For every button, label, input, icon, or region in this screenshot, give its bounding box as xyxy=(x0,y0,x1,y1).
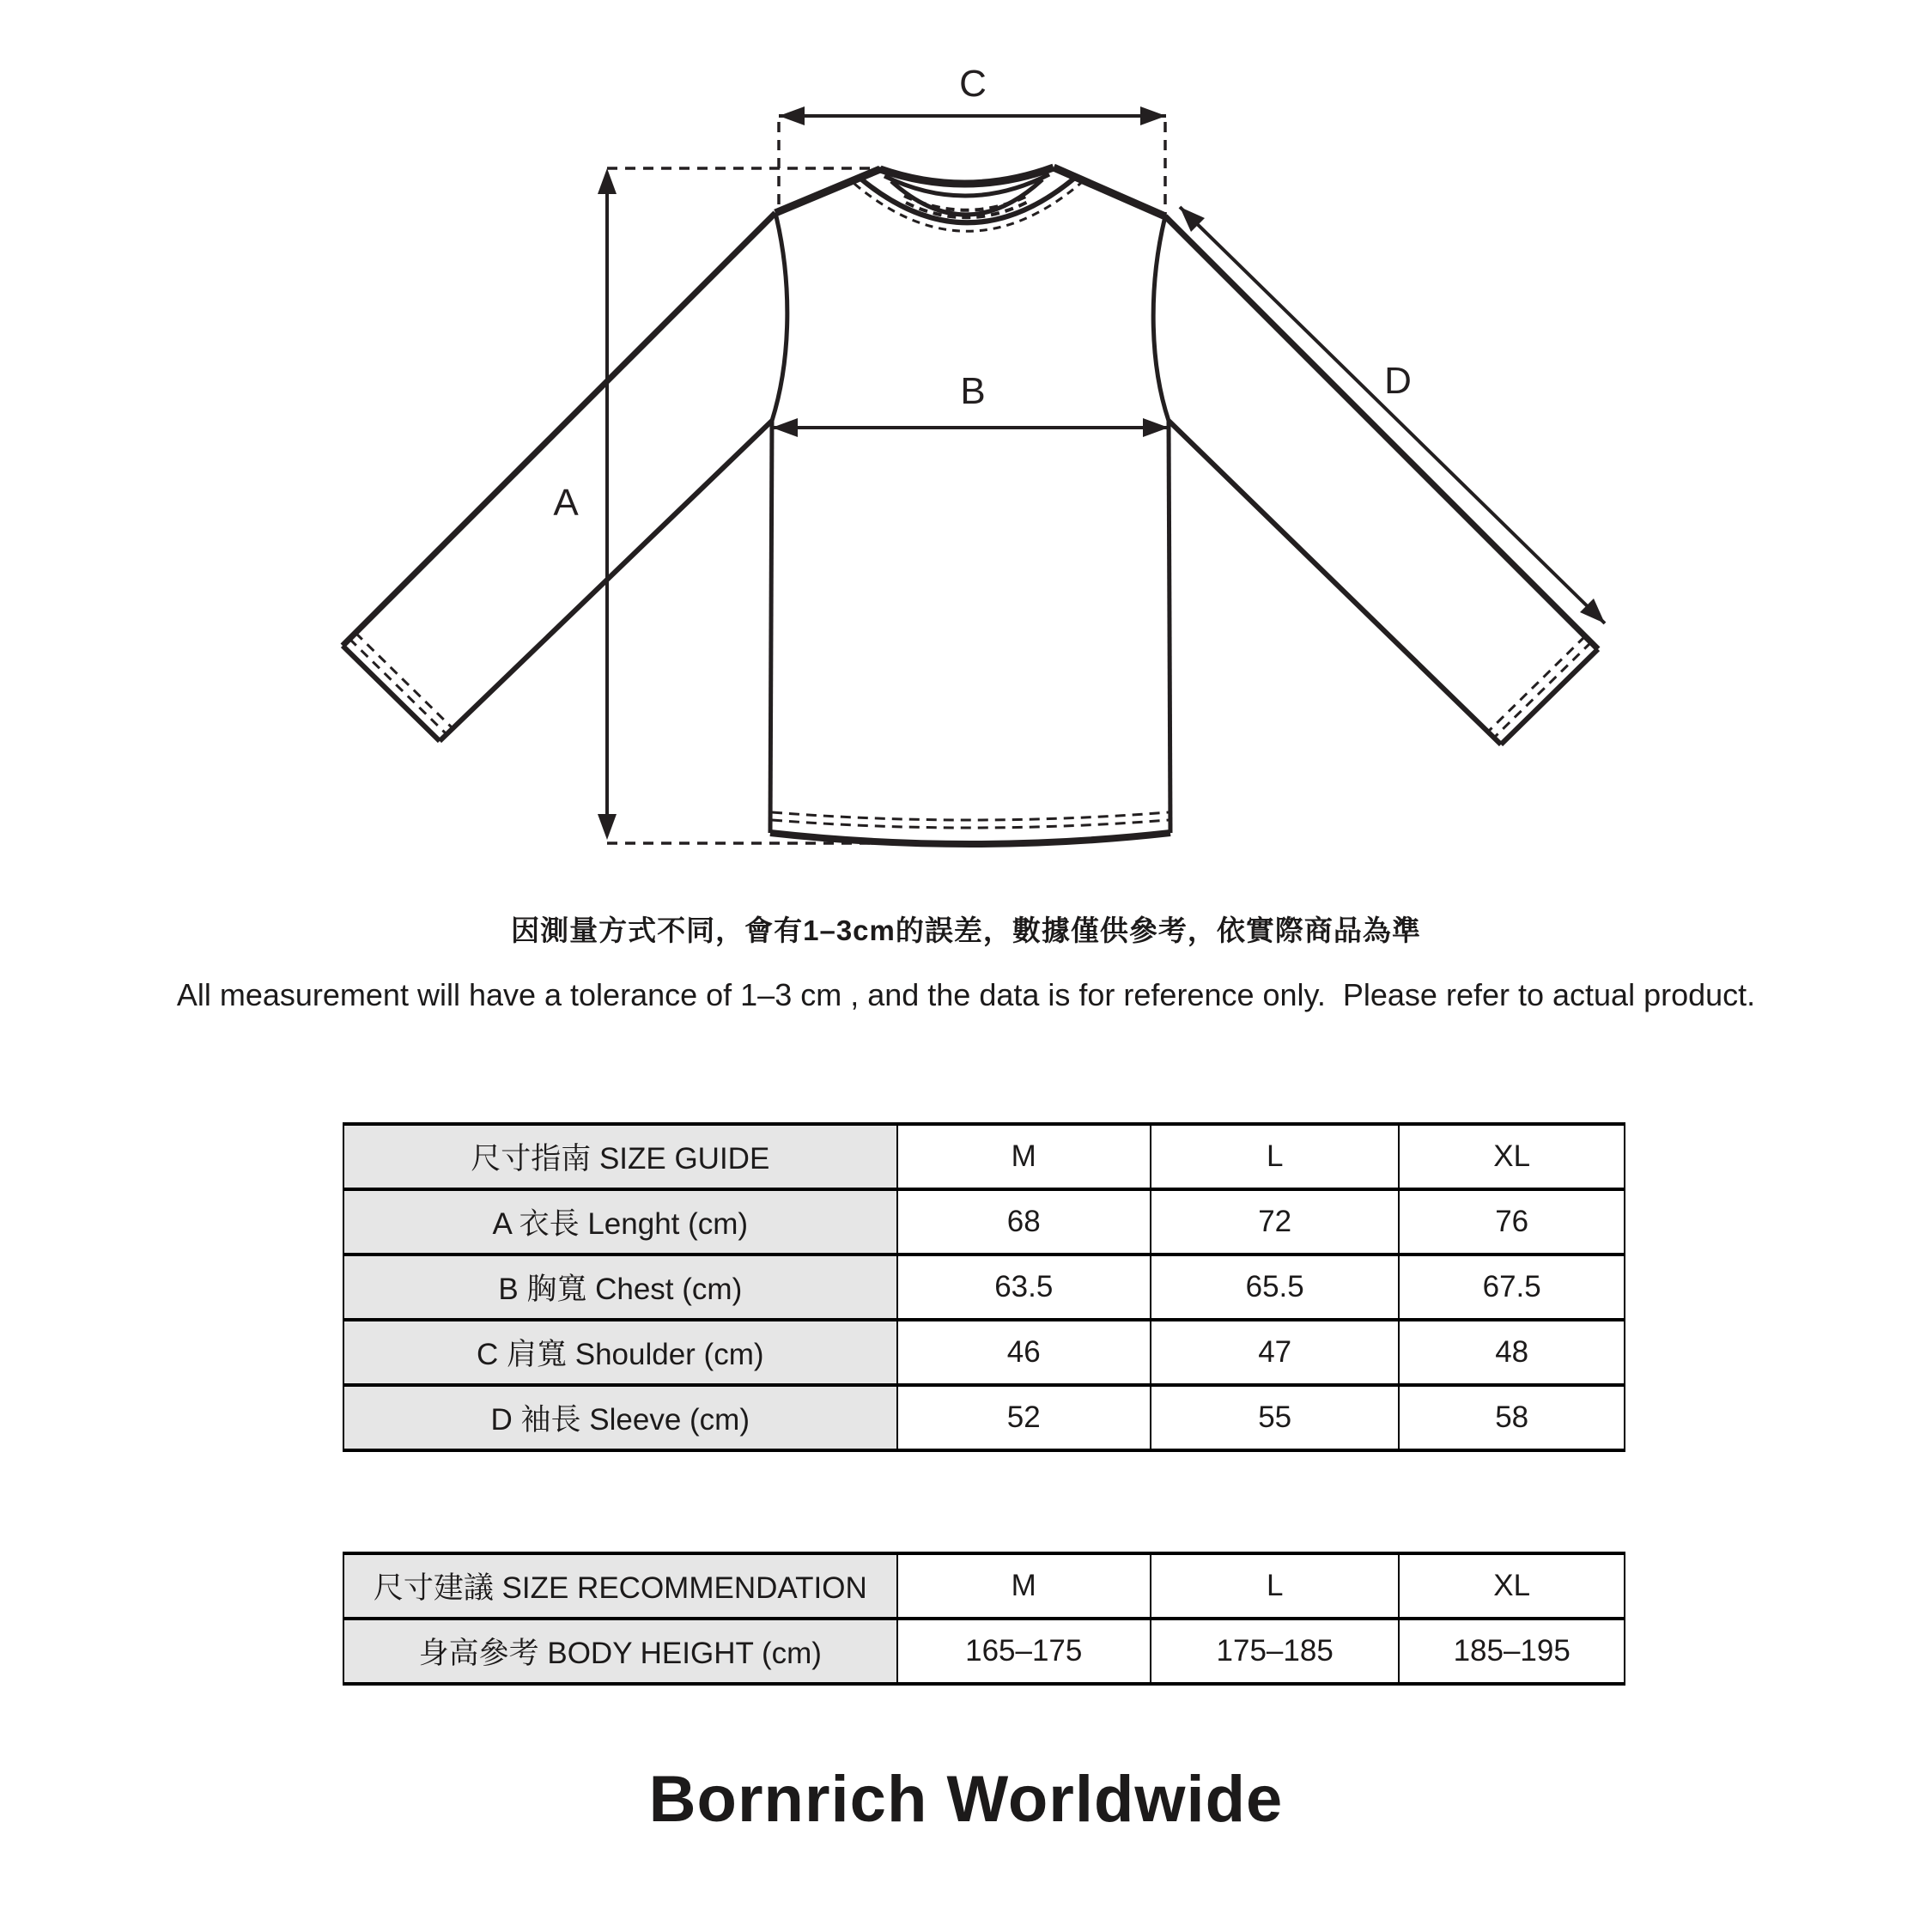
shirt-measurement-diagram xyxy=(0,0,1932,902)
chest-l: 65.5 xyxy=(1151,1255,1399,1320)
body-height-m: 165–175 xyxy=(897,1619,1151,1684)
tolerance-note-english: All measurement will have a tolerance of 1–3 cm , and the data is for reference only. Please refer to actual product. xyxy=(176,977,1756,1012)
table-row-shoulder xyxy=(343,1320,1625,1385)
left-body-side xyxy=(770,421,772,833)
column-header-xl: XL xyxy=(1399,1553,1625,1619)
column-header-m: M xyxy=(897,1553,1151,1619)
body-fill xyxy=(770,213,1170,844)
table-header-row xyxy=(343,1553,1625,1619)
table-row-sleeve xyxy=(343,1385,1625,1450)
table-row-body-height xyxy=(343,1619,1625,1684)
brand-name: Bornrich Worldwide xyxy=(648,1763,1284,1836)
chest-xl: 67.5 xyxy=(1399,1255,1625,1320)
sleeve-l: 55 xyxy=(1151,1385,1399,1450)
shoulder-xl: 48 xyxy=(1399,1320,1625,1385)
body-height-l: 175–185 xyxy=(1151,1619,1399,1684)
size-recommendation-table xyxy=(343,1552,1625,1686)
sleeve-xl: 58 xyxy=(1399,1385,1625,1450)
measure-d-label: D xyxy=(1384,360,1412,402)
tolerance-note-chinese: 因測量方式不同，會有1–3cm的誤差，數據僅供參考，依實際商品為準 xyxy=(511,914,1421,946)
measure-b-label: B xyxy=(960,370,986,412)
column-header-l: L xyxy=(1151,1124,1399,1189)
table-row-chest xyxy=(343,1255,1625,1320)
body-height-xl: 185–195 xyxy=(1399,1619,1625,1684)
shoulder-m: 46 xyxy=(897,1320,1151,1385)
length-l: 72 xyxy=(1151,1189,1399,1255)
row-label-sleeve: D 袖長 Sleeve (cm) xyxy=(343,1385,897,1450)
size-guide-title-cell: 尺寸指南 SIZE GUIDE xyxy=(343,1124,897,1189)
table-header-row xyxy=(343,1124,1625,1189)
right-body-side xyxy=(1169,421,1170,833)
sleeve-m: 52 xyxy=(897,1385,1151,1450)
size-recommendation-title-cell: 尺寸建議 SIZE RECOMMENDATION xyxy=(343,1553,897,1619)
measure-a-label: A xyxy=(553,482,579,524)
row-label-length: A 衣長 Lenght (cm) xyxy=(343,1189,897,1255)
left-shoulder-seam xyxy=(775,169,880,213)
length-xl: 76 xyxy=(1399,1189,1625,1255)
size-guide-table xyxy=(343,1122,1625,1452)
collar-back-top-edge xyxy=(880,167,1054,184)
row-label-chest: B 胸寬 Chest (cm) xyxy=(343,1255,897,1320)
measure-c-label: C xyxy=(959,63,987,105)
measure-c-extension-dashes xyxy=(779,122,1165,216)
row-label-body-height: 身高參考 BODY HEIGHT (cm) xyxy=(343,1619,897,1684)
shoulder-l: 47 xyxy=(1151,1320,1399,1385)
column-header-l: L xyxy=(1151,1553,1399,1619)
length-m: 68 xyxy=(897,1189,1151,1255)
column-header-m: M xyxy=(897,1124,1151,1189)
column-header-xl: XL xyxy=(1399,1124,1625,1189)
table-row-length xyxy=(343,1189,1625,1255)
row-label-shoulder: C 肩寬 Shoulder (cm) xyxy=(343,1320,897,1385)
chest-m: 63.5 xyxy=(897,1255,1151,1320)
